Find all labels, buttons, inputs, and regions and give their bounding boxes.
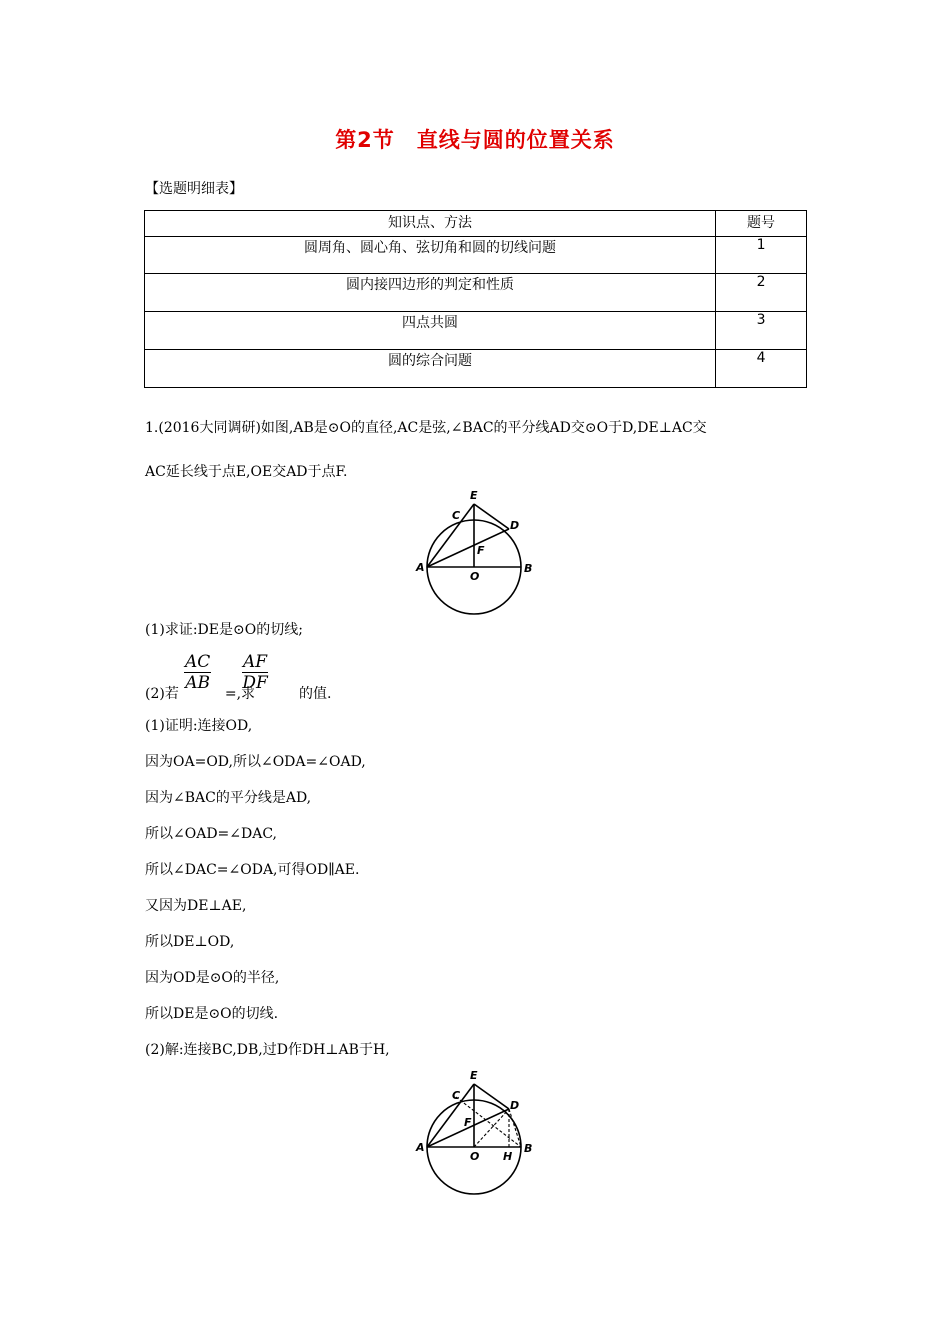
label-o: O [470,1150,480,1163]
label-b: B [524,1142,533,1155]
geometry-figure-2 [410,1066,545,1201]
section-label: 【选题明细表】 [145,181,243,197]
label-d: D [510,1099,520,1112]
fraction-ac-ab [184,652,211,693]
label-f: F [464,1116,472,1129]
table-row [145,350,807,388]
fraction-numerator: AC [185,652,211,672]
line-ed [474,504,509,529]
table-cell-number: 3 [716,312,807,350]
label-a: A [416,561,425,574]
table-cell-number: 4 [716,350,807,388]
problem-statement-line-2: AC延长线于点E,OE交AD于点F. [145,464,348,480]
line-ed [474,1084,509,1109]
table-cell-topic: 圆的综合问题 [145,350,716,388]
label-b: B [524,562,533,575]
solution-line: (1)证明:连接OD, [145,718,253,734]
line-od [474,1109,509,1147]
geometry-figure-1 [410,486,545,621]
page-title: 第2节 直线与圆的位置关系 [335,128,615,152]
solution-line: 因为OD是⊙O的半径, [145,970,280,986]
problem-part-2 [145,684,331,704]
solution-line: 因为OA=OD,所以∠ODA=∠OAD, [145,754,366,770]
table-header-row [145,211,807,237]
solution-line: (2)解:连接BC,DB,过D作DH⊥AB于H, [145,1042,390,1058]
line-ae [427,504,474,567]
table-cell-topic: 圆内接四边形的判定和性质 [145,274,716,312]
solution-line: 所以DE⊥OD, [145,934,235,950]
label-c: C [452,1089,461,1102]
fraction-numerator: AF [243,652,268,672]
label-h: H [503,1150,513,1163]
label-d: D [510,519,520,532]
solution-line: 所以DE是⊙O的切线. [145,1006,279,1022]
label-a: A [416,1141,425,1154]
topic-table [144,210,807,388]
fraction-af-df [242,652,268,693]
table-row [145,312,807,350]
table-row [145,274,807,312]
label-f: F [477,544,485,557]
solution-line: 所以∠OAD=∠DAC, [145,826,278,842]
label-e: E [470,489,478,502]
part2-middle: =,求 [224,686,256,702]
table-header-topic: 知识点、方法 [145,211,716,237]
table-row [145,237,807,274]
problem-part-1: (1)求证:DE是⊙O的切线; [145,622,303,638]
fraction-denominator: DF [242,673,268,693]
fraction-denominator: AB [185,673,211,693]
label-e: E [470,1069,478,1082]
problem-statement-line-1: 1.(2016大同调研)如图,AB是⊙O的直径,AC是弦,∠BAC的平分线AD交⊙O于D,DE⊥AC交 [145,420,707,436]
solution-line: 所以∠DAC=∠ODA,可得OD∥AE. [145,862,360,878]
label-o: O [470,570,480,583]
table-cell-number: 1 [716,237,807,274]
solution-line: 又因为DE⊥AE, [145,898,247,914]
part2-prefix: (2)若 [145,686,179,702]
table-cell-number: 2 [716,274,807,312]
table-cell-topic: 四点共圆 [145,312,716,350]
part2-suffix: 的值. [299,686,332,702]
label-c: C [452,509,461,522]
table-cell-topic: 圆周角、圆心角、弦切角和圆的切线问题 [145,237,716,274]
table-header-number: 题号 [716,211,807,237]
solution-line: 因为∠BAC的平分线是AD, [145,790,312,806]
line-db [509,1109,521,1147]
